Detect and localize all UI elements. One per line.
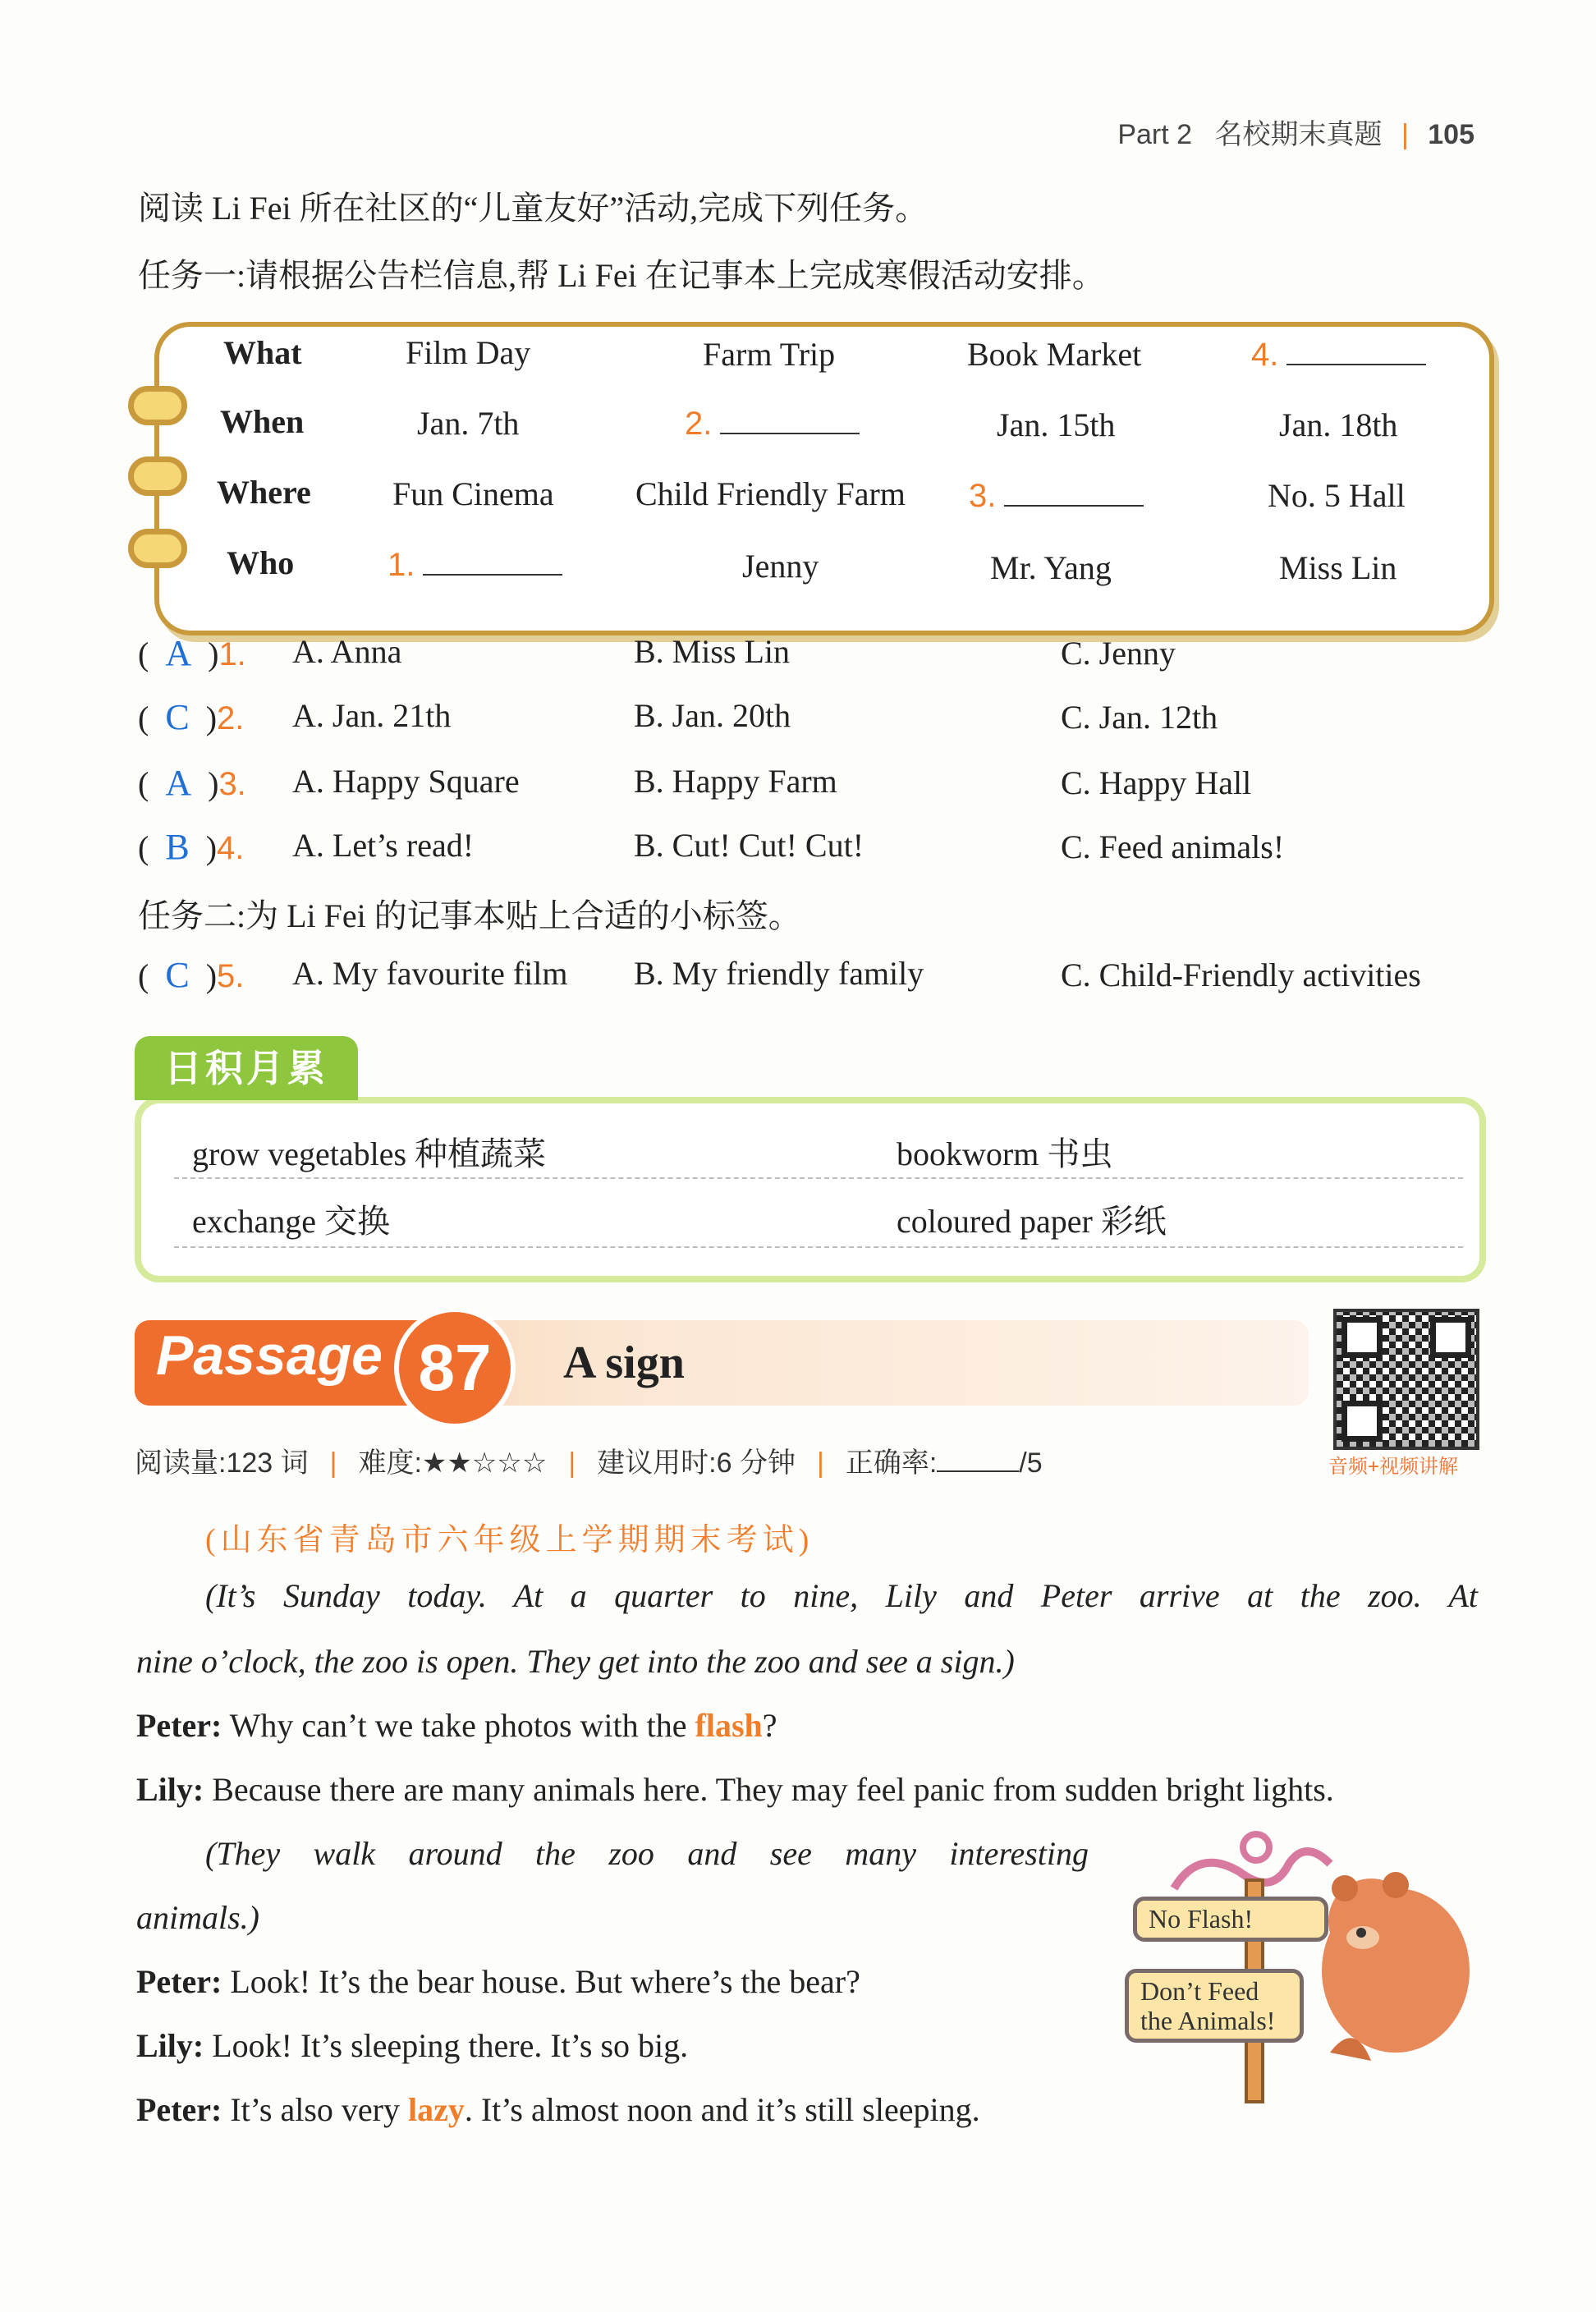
row-head-where: Where: [217, 474, 311, 511]
running-header: Part 2 名校期末真题 | 105: [1117, 119, 1474, 150]
task2-instruction: 任务二:为 Li Fei 的记事本贴上合适的小标签。: [138, 897, 801, 934]
option-b: B. Cut! Cut! Cut!: [634, 827, 864, 864]
option-c: C. Jan. 12th: [1061, 699, 1218, 736]
passage-word: Passage: [156, 1324, 383, 1387]
option-a: A. Anna: [292, 633, 402, 670]
blank-3: 3.: [969, 476, 1144, 515]
blank-4: 4.: [1251, 335, 1426, 374]
narration: (They walk around the zoo and see many interesting: [205, 1835, 1089, 1872]
narration: (It’s Sunday today. At a quarter to nine, Lily and Peter arrive at the zoo. At: [205, 1577, 1478, 1614]
passage-title: A sign: [563, 1337, 685, 1388]
qr-caption: 音频+视频讲解: [1328, 1456, 1459, 1478]
binder-ring-icon: [128, 456, 187, 496]
cell-farm-trip: Farm Trip: [703, 336, 836, 373]
dialogue-line: Lily: Because there are many animals here. They may feel panic from sudden bright lights.: [136, 1771, 1334, 1808]
dialogue-line: Peter: Why can’t we take photos with the flash?: [136, 1707, 777, 1744]
intro-line: 阅读 Li Fei 所在社区的“儿童友好”活动,完成下列任务。: [138, 190, 929, 227]
reading-count: 阅读量:123 词: [135, 1447, 309, 1479]
question-1: ( A )1.: [138, 633, 246, 673]
narration: animals.): [136, 1899, 259, 1936]
passage-source: (山东省青岛市六年级上学期期末考试): [205, 1523, 814, 1557]
passage-number: 87: [394, 1307, 516, 1429]
dialogue-line: Lily: Look! It’s sleeping there. It’s so big.: [136, 2027, 689, 2064]
binder-ring-icon: [128, 386, 187, 425]
cell-jan7: Jan. 7th: [417, 405, 520, 442]
question-4: ( B )4.: [138, 827, 245, 867]
cell-child-friendly-farm: Child Friendly Farm: [635, 475, 906, 512]
narration: nine o’clock, the zoo is open. They get into the zoo and see a sign.): [136, 1643, 1015, 1680]
row-head-what: What: [223, 334, 302, 371]
suggested-time: 建议用时:6 分钟: [597, 1447, 796, 1479]
binder-ring-icon: [128, 529, 187, 568]
dialogue-line: Peter: Look! It’s the bear house. But where’s the bear?: [136, 1963, 860, 2000]
passage-meta: 阅读量:123 词 | 难度:★★☆☆☆ | 建议用时:6 分钟 | 正确率: /5: [135, 1447, 1043, 1479]
dialogue-line: Peter: It’s also very lazy. It’s almost noon and it’s still sleeping.: [136, 2091, 980, 2128]
vocab-item: grow vegetables 种植蔬菜: [192, 1135, 547, 1172]
blank-1: 1.: [388, 545, 562, 584]
blank-2: 2.: [685, 404, 860, 443]
vocab-item: bookworm 书虫: [897, 1135, 1113, 1172]
option-a: A. My favourite film: [292, 955, 568, 992]
cell-jenny: Jenny: [742, 548, 819, 585]
notebook-table: [154, 322, 1494, 635]
vocabulary-box-title: 日积月累: [135, 1036, 358, 1100]
accuracy-total: /5: [1019, 1447, 1043, 1479]
option-c: C. Child-Friendly activities: [1061, 956, 1421, 993]
option-a: A. Happy Square: [292, 763, 520, 800]
option-a: A. Let’s read!: [292, 827, 475, 864]
task1-instruction: 任务一:请根据公告栏信息,帮 Li Fei 在记事本上完成寒假活动安排。: [138, 257, 1105, 294]
cell-book-market: Book Market: [967, 336, 1142, 373]
sign-dont-feed: Don’t Feed the Animals!: [1125, 1969, 1304, 2043]
cell-mr-yang: Mr. Yang: [990, 549, 1112, 586]
option-a: A. Jan. 21th: [292, 697, 452, 734]
question-5: ( C )5.: [138, 955, 245, 995]
cell-miss-lin: Miss Lin: [1279, 549, 1397, 586]
cell-no5-hall: No. 5 Hall: [1268, 477, 1406, 514]
option-b: B. Miss Lin: [634, 633, 791, 670]
option-b: B. Jan. 20th: [634, 697, 791, 734]
question-2: ( C )2.: [138, 697, 245, 737]
vocab-item: exchange 交换: [192, 1203, 391, 1240]
vocab-item: coloured paper 彩纸: [897, 1203, 1167, 1240]
vocabulary-box: [135, 1097, 1486, 1282]
option-c: C. Jenny: [1061, 635, 1176, 672]
page-number: 105: [1428, 119, 1474, 150]
cell-jan18: Jan. 18th: [1279, 406, 1398, 443]
row-head-when: When: [220, 403, 305, 440]
part-label: Part 2: [1117, 119, 1193, 150]
difficulty-stars-icon: ★★☆☆☆: [421, 1447, 548, 1479]
zoo-sign-illustration: [1125, 1831, 1486, 2110]
question-3: ( A )3.: [138, 763, 246, 803]
cell-film-day: Film Day: [406, 334, 531, 371]
option-c: C. Feed animals!: [1061, 828, 1285, 865]
sign-no-flash: No Flash!: [1133, 1897, 1328, 1942]
option-c: C. Happy Hall: [1061, 764, 1252, 801]
option-b: B. Happy Farm: [634, 763, 837, 800]
row-head-who: Who: [227, 544, 295, 581]
option-b: B. My friendly family: [634, 955, 924, 992]
accuracy-label: 正确率:: [845, 1447, 938, 1479]
qr-code-icon[interactable]: [1333, 1309, 1479, 1450]
cell-fun-cinema: Fun Cinema: [392, 475, 554, 512]
section-label: 名校期末真题: [1214, 119, 1383, 150]
difficulty-label: 难度:: [358, 1447, 422, 1479]
cell-jan15: Jan. 15th: [997, 406, 1116, 443]
